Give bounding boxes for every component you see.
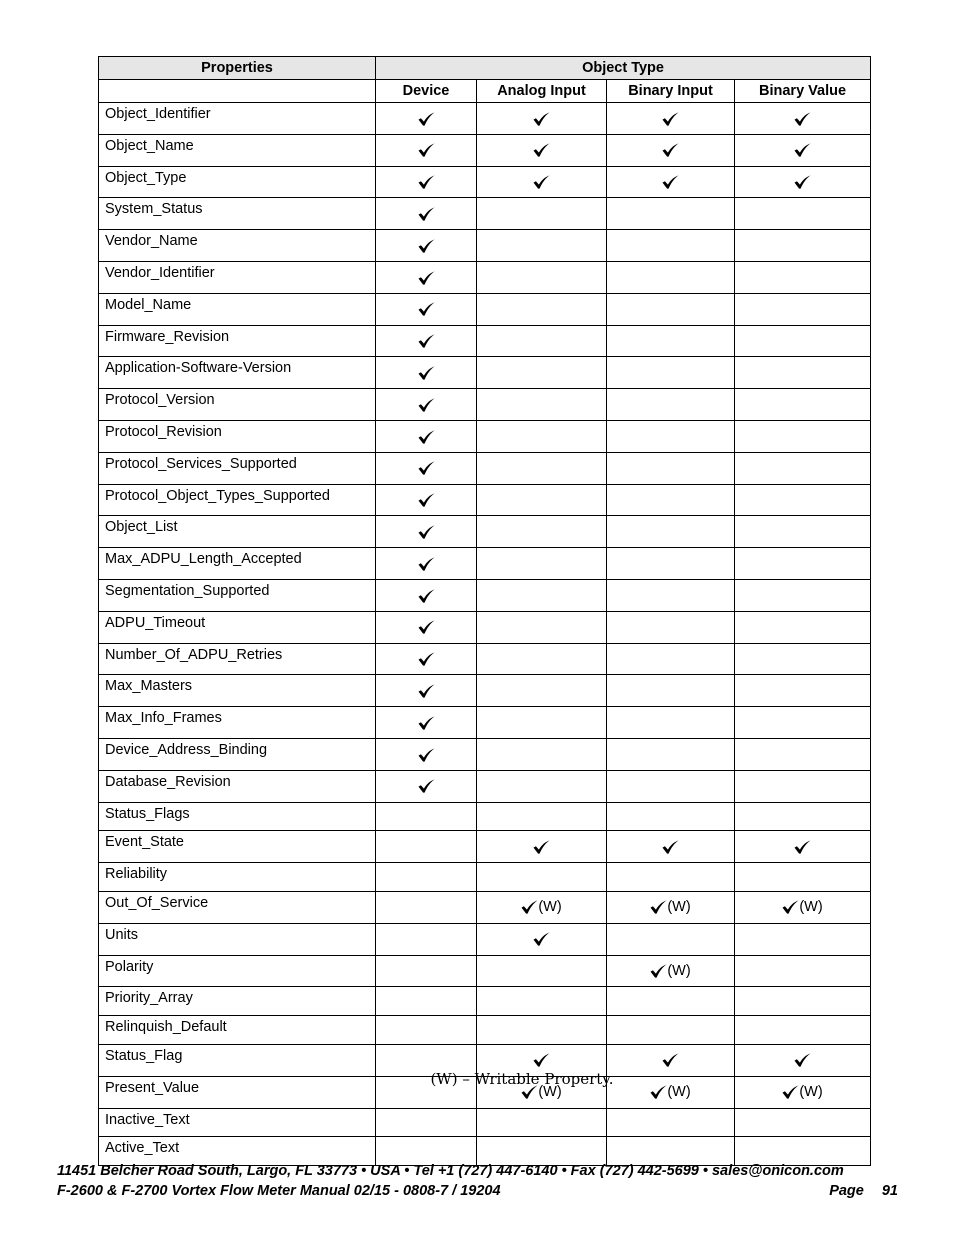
support-cell-binary-value <box>735 831 871 863</box>
support-cell-binary-input <box>607 389 735 421</box>
support-cell-binary-input <box>607 548 735 580</box>
writable-mark: (W) <box>667 963 691 979</box>
support-cell-device <box>376 611 477 643</box>
support-cell-analog-input <box>477 1108 607 1137</box>
table-row <box>99 230 871 262</box>
property-name-cell: Device_Address_Binding <box>99 738 376 770</box>
support-cell-analog-input <box>477 1016 607 1045</box>
support-cell-binary-input <box>607 611 735 643</box>
support-cell-binary-value <box>735 166 871 198</box>
support-cell-binary-input <box>607 707 735 739</box>
table-row <box>99 1108 871 1137</box>
support-cell-analog-input <box>477 230 607 262</box>
checkmark-icon <box>662 143 679 157</box>
support-cell-binary-value <box>735 389 871 421</box>
support-cell-device <box>376 548 477 580</box>
support-cell-device <box>376 923 477 955</box>
writable-mark: (W) <box>667 899 691 916</box>
checkmark-icon <box>418 366 435 380</box>
support-cell-analog-input <box>477 134 607 166</box>
column-header-binary-value: Binary Value <box>735 80 871 103</box>
support-cell-binary-value <box>735 863 871 892</box>
writable-mark: (W) <box>538 1084 562 1101</box>
table-row <box>99 579 871 611</box>
checkmark-icon <box>418 652 435 666</box>
table-row <box>99 831 871 863</box>
page-number: 91 <box>881 1183 898 1199</box>
support-cell-binary-input <box>607 357 735 389</box>
support-cell-device <box>376 863 477 892</box>
support-cell-device <box>376 357 477 389</box>
support-cell-binary-input <box>607 134 735 166</box>
support-cell-binary-input <box>607 802 735 831</box>
support-cell-binary-input <box>607 955 735 987</box>
property-name-cell: Out_Of_Service <box>99 891 376 923</box>
support-cell-binary-value <box>735 923 871 955</box>
support-cell-analog-input <box>477 770 607 802</box>
checkmark-icon <box>418 493 435 507</box>
support-cell-binary-value <box>735 738 871 770</box>
support-cell-analog-input <box>477 325 607 357</box>
support-cell-binary-input <box>607 1137 735 1166</box>
support-cell-binary-input <box>607 863 735 892</box>
support-cell-binary-value <box>735 891 871 923</box>
property-name-cell: Object_Type <box>99 166 376 198</box>
checkmark-icon <box>418 557 435 571</box>
support-cell-binary-value <box>735 802 871 831</box>
checkmark-icon <box>662 840 679 854</box>
table-body <box>99 103 871 1166</box>
support-cell-binary-input <box>607 738 735 770</box>
checkmark-icon <box>533 112 550 126</box>
support-cell-binary-value <box>735 987 871 1016</box>
checkmark-icon <box>418 302 435 316</box>
checkmark-icon <box>794 840 811 854</box>
checkmark-icon <box>418 589 435 603</box>
support-cell-binary-value <box>735 420 871 452</box>
support-cell-device <box>376 707 477 739</box>
checkmark-icon <box>418 112 435 126</box>
support-cell-analog-input <box>477 611 607 643</box>
support-cell-binary-value <box>735 770 871 802</box>
support-cell-binary-input <box>607 103 735 135</box>
property-name-cell: Status_Flag <box>99 1044 376 1076</box>
property-name-cell: Status_Flags <box>99 802 376 831</box>
table-row <box>99 325 871 357</box>
checkmark-icon <box>418 779 435 793</box>
property-name-cell: Vendor_Name <box>99 230 376 262</box>
support-cell-analog-input <box>477 293 607 325</box>
checkmark-icon <box>418 748 435 762</box>
checkmark-icon <box>521 900 538 914</box>
checkmark-icon <box>650 964 667 978</box>
property-name-cell: Application-Software-Version <box>99 357 376 389</box>
support-cell-device <box>376 198 477 230</box>
property-name-cell: Database_Revision <box>99 770 376 802</box>
support-cell-binary-input <box>607 987 735 1016</box>
property-name-cell: Protocol_Services_Supported <box>99 452 376 484</box>
support-cell-binary-value <box>735 955 871 987</box>
blank-header-cell <box>99 80 376 103</box>
support-cell-device <box>376 261 477 293</box>
support-cell-binary-input <box>607 923 735 955</box>
table-row <box>99 891 871 923</box>
support-cell-analog-input <box>477 955 607 987</box>
column-header-device: Device <box>376 80 477 103</box>
table-row <box>99 389 871 421</box>
support-cell-binary-value <box>735 325 871 357</box>
support-cell-binary-input <box>607 516 735 548</box>
table-row <box>99 420 871 452</box>
checkmark-icon <box>533 840 550 854</box>
checkmark-icon <box>418 271 435 285</box>
support-cell-device <box>376 643 477 675</box>
property-name-cell: Units <box>99 923 376 955</box>
support-cell-binary-value <box>735 707 871 739</box>
bacnet-properties-table <box>98 56 871 1166</box>
property-name-cell: Inactive_Text <box>99 1108 376 1137</box>
table-row <box>99 643 871 675</box>
column-header-analog-input: Analog Input <box>477 80 607 103</box>
support-cell-binary-value <box>735 230 871 262</box>
support-cell-analog-input <box>477 261 607 293</box>
support-cell-binary-input <box>607 198 735 230</box>
support-cell-analog-input <box>477 548 607 580</box>
support-cell-binary-value <box>735 643 871 675</box>
property-name-cell: Protocol_Version <box>99 389 376 421</box>
footer-manual-line <box>57 1183 898 1199</box>
property-name-cell: Object_List <box>99 516 376 548</box>
property-name-cell: Max_ADPU_Length_Accepted <box>99 548 376 580</box>
table-row <box>99 357 871 389</box>
support-cell-device <box>376 484 477 516</box>
checkmark-icon <box>418 461 435 475</box>
table-subheader-row <box>99 80 871 103</box>
property-name-cell: Protocol_Revision <box>99 420 376 452</box>
property-name-cell: Vendor_Identifier <box>99 261 376 293</box>
support-cell-analog-input <box>477 579 607 611</box>
support-cell-device <box>376 1137 477 1166</box>
support-cell-device <box>376 166 477 198</box>
property-name-cell: Object_Name <box>99 134 376 166</box>
property-name-cell: ADPU_Timeout <box>99 611 376 643</box>
table-row <box>99 293 871 325</box>
property-name-cell: Protocol_Object_Types_Supported <box>99 484 376 516</box>
properties-header: Properties <box>99 57 376 80</box>
table-row <box>99 738 871 770</box>
property-name-cell: Polarity <box>99 955 376 987</box>
support-cell-device <box>376 802 477 831</box>
support-cell-device <box>376 770 477 802</box>
checkmark-icon <box>418 239 435 253</box>
checkmark-icon <box>662 175 679 189</box>
support-cell-binary-value <box>735 134 871 166</box>
support-cell-binary-input <box>607 230 735 262</box>
support-cell-binary-input <box>607 579 735 611</box>
page-label: Page <box>829 1183 864 1199</box>
checkmark-icon <box>418 398 435 412</box>
support-cell-binary-value <box>735 1108 871 1137</box>
support-cell-analog-input <box>477 802 607 831</box>
support-cell-binary-value <box>735 452 871 484</box>
support-cell-analog-input <box>477 420 607 452</box>
support-cell-analog-input <box>477 1137 607 1166</box>
table-row <box>99 134 871 166</box>
property-name-cell: Present_Value <box>99 1076 376 1108</box>
support-cell-analog-input <box>477 831 607 863</box>
checkmark-icon <box>418 207 435 221</box>
property-name-cell: Active_Text <box>99 1137 376 1166</box>
checkmark-icon <box>794 143 811 157</box>
support-cell-analog-input <box>477 675 607 707</box>
support-cell-binary-input <box>607 831 735 863</box>
property-name-cell: Event_State <box>99 831 376 863</box>
checkmark-icon <box>533 175 550 189</box>
support-cell-binary-input <box>607 770 735 802</box>
page-indicator <box>829 1183 898 1199</box>
support-cell-device <box>376 1016 477 1045</box>
support-cell-analog-input <box>477 452 607 484</box>
support-cell-analog-input <box>477 357 607 389</box>
support-cell-device <box>376 1108 477 1137</box>
support-cell-binary-value <box>735 611 871 643</box>
table-row <box>99 923 871 955</box>
property-name-cell: Priority_Array <box>99 987 376 1016</box>
support-cell-analog-input <box>477 923 607 955</box>
checkmark-icon <box>418 716 435 730</box>
table-row <box>99 452 871 484</box>
support-cell-analog-input <box>477 987 607 1016</box>
support-cell-device <box>376 738 477 770</box>
support-cell-binary-input <box>607 484 735 516</box>
support-cell-device <box>376 134 477 166</box>
table-row <box>99 707 871 739</box>
checkmark-icon <box>650 900 667 914</box>
support-cell-binary-value <box>735 1137 871 1166</box>
property-name-cell: Segmentation_Supported <box>99 579 376 611</box>
checkmark-icon <box>782 900 799 914</box>
support-cell-binary-input <box>607 452 735 484</box>
support-cell-analog-input <box>477 166 607 198</box>
checkmark-icon <box>533 143 550 157</box>
table-row <box>99 1137 871 1166</box>
property-name-cell: Object_Identifier <box>99 103 376 135</box>
property-name-cell: Number_Of_ADPU_Retries <box>99 643 376 675</box>
property-name-cell: Max_Info_Frames <box>99 707 376 739</box>
support-cell-binary-value <box>735 548 871 580</box>
checkmark-icon <box>794 112 811 126</box>
table-header-row <box>99 57 871 80</box>
support-cell-device <box>376 891 477 923</box>
support-cell-binary-input <box>607 420 735 452</box>
support-cell-binary-value <box>735 579 871 611</box>
checkmark-icon <box>418 430 435 444</box>
support-cell-binary-input <box>607 891 735 923</box>
checkmark-icon <box>533 1053 550 1067</box>
object-type-header: Object Type <box>376 57 871 80</box>
footer-manual-title: F-2600 & F-2700 Vortex Flow Meter Manual 02/15 - 0808-7 / 19204 <box>57 1183 501 1199</box>
support-cell-analog-input <box>477 516 607 548</box>
support-cell-binary-input <box>607 643 735 675</box>
support-cell-device <box>376 579 477 611</box>
support-cell-binary-value <box>735 198 871 230</box>
table-row <box>99 802 871 831</box>
support-cell-device <box>376 452 477 484</box>
support-cell-device <box>376 675 477 707</box>
support-cell-binary-value <box>735 261 871 293</box>
table-row <box>99 770 871 802</box>
support-cell-binary-input <box>607 261 735 293</box>
table-row <box>99 516 871 548</box>
footer-address: 11451 Belcher Road South, Largo, FL 33773 • USA • Tel +1 (727) 447-6140 • Fax (727) 442-5699 • sales@onicon.com <box>57 1163 844 1179</box>
support-cell-binary-input <box>607 293 735 325</box>
support-cell-device <box>376 955 477 987</box>
property-name-cell: Reliability <box>99 863 376 892</box>
support-cell-device <box>376 831 477 863</box>
support-cell-analog-input <box>477 707 607 739</box>
support-cell-binary-value <box>735 103 871 135</box>
checkmark-icon <box>662 1053 679 1067</box>
checkmark-icon <box>418 684 435 698</box>
support-cell-device <box>376 389 477 421</box>
support-cell-binary-input <box>607 1108 735 1137</box>
checkmark-icon <box>418 620 435 634</box>
support-cell-binary-input <box>607 675 735 707</box>
property-name-cell: System_Status <box>99 198 376 230</box>
support-cell-device <box>376 103 477 135</box>
support-cell-analog-input <box>477 198 607 230</box>
table-row <box>99 987 871 1016</box>
support-cell-analog-input <box>477 389 607 421</box>
support-cell-analog-input <box>477 863 607 892</box>
writable-mark: (W) <box>667 1084 691 1101</box>
table-row <box>99 1016 871 1045</box>
checkmark-icon <box>418 525 435 539</box>
column-header-binary-input: Binary Input <box>607 80 735 103</box>
checkmark-icon <box>794 175 811 189</box>
table-row <box>99 863 871 892</box>
checkmark-icon <box>418 334 435 348</box>
table-row <box>99 103 871 135</box>
table-row <box>99 484 871 516</box>
support-cell-analog-input <box>477 643 607 675</box>
property-name-cell: Firmware_Revision <box>99 325 376 357</box>
table-row <box>99 955 871 987</box>
table-row <box>99 611 871 643</box>
support-cell-binary-value <box>735 675 871 707</box>
property-name-cell: Max_Masters <box>99 675 376 707</box>
table-row <box>99 675 871 707</box>
support-cell-analog-input <box>477 103 607 135</box>
table-row <box>99 166 871 198</box>
table-row <box>99 548 871 580</box>
table-row <box>99 261 871 293</box>
support-cell-device <box>376 420 477 452</box>
support-cell-analog-input <box>477 738 607 770</box>
support-cell-binary-input <box>607 325 735 357</box>
support-cell-device <box>376 987 477 1016</box>
support-cell-binary-value <box>735 293 871 325</box>
checkmark-icon <box>418 175 435 189</box>
property-name-cell: Relinquish_Default <box>99 1016 376 1045</box>
support-cell-binary-value <box>735 357 871 389</box>
support-cell-binary-input <box>607 1016 735 1045</box>
support-cell-device <box>376 516 477 548</box>
support-cell-binary-value <box>735 516 871 548</box>
checkmark-icon <box>533 932 550 946</box>
checkmark-icon <box>794 1053 811 1067</box>
support-cell-device <box>376 293 477 325</box>
checkmark-icon <box>662 112 679 126</box>
support-cell-analog-input <box>477 484 607 516</box>
writable-mark: (W) <box>799 1084 823 1101</box>
support-cell-device <box>376 325 477 357</box>
writable-mark: (W) <box>538 899 562 916</box>
checkmark-icon <box>418 143 435 157</box>
support-cell-analog-input <box>477 891 607 923</box>
support-cell-device <box>376 230 477 262</box>
support-cell-binary-value <box>735 484 871 516</box>
writable-caption: (W) – Writable Property. <box>430 1070 614 1088</box>
property-name-cell: Model_Name <box>99 293 376 325</box>
writable-mark: (W) <box>799 899 823 916</box>
support-cell-binary-value <box>735 1016 871 1045</box>
support-cell-binary-input <box>607 166 735 198</box>
table-row <box>99 198 871 230</box>
